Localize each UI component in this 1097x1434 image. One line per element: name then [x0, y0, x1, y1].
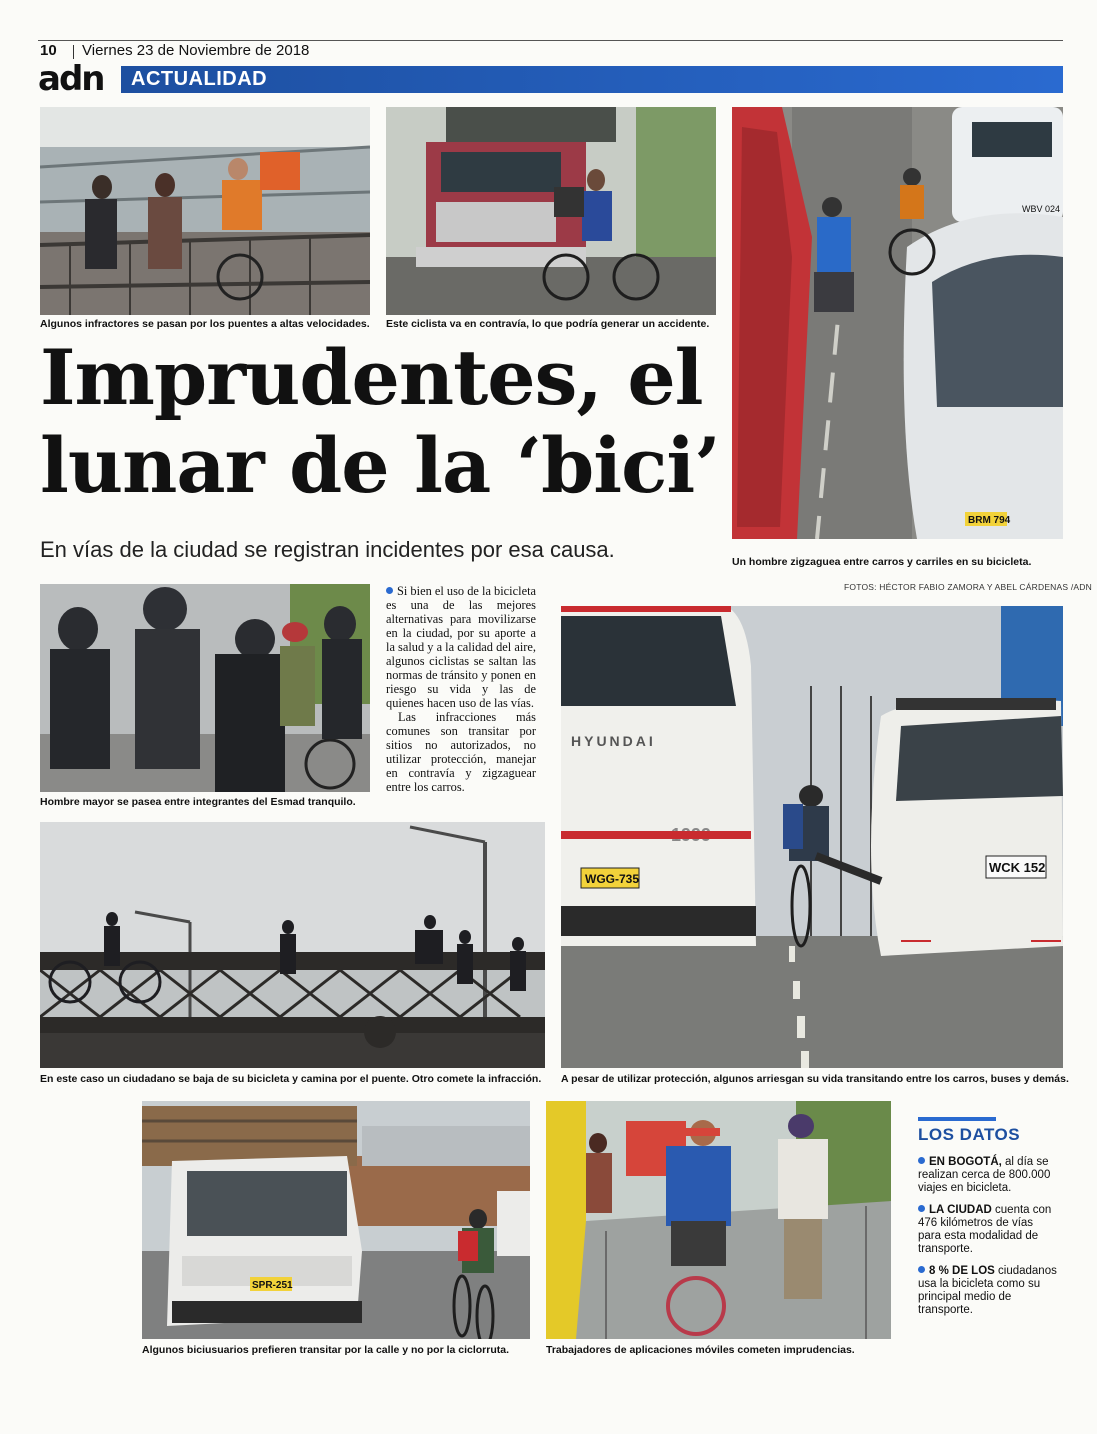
bullet-dot	[918, 1266, 925, 1273]
paragraph-1-text: Si bien el uso de la bicicleta es una de las mejores alternativas para movilizarse en la ciudad, por su aporte a la salud y a la calidad del aire, algunos ciclistas se saltan las normas de tránsito y ponen en riesgo su vida y las de quienes hacen uso de las vías.	[386, 584, 537, 710]
bullet-dot	[918, 1157, 925, 1164]
page-number: 10	[40, 42, 57, 59]
caption-photo-2: Este ciclista va en contravía, lo que podría generar un accidente.	[386, 318, 710, 330]
datos-accent-rule	[918, 1117, 996, 1121]
datos-item-lead: EN BOGOTÁ,	[929, 1156, 1002, 1168]
bus-brand-text: HYUNDAI	[571, 733, 656, 749]
photo-esmad-police	[40, 584, 370, 792]
caption-photo-1: Algunos infractores se pasan por los puentes a altas velocidades.	[40, 318, 370, 330]
headline	[40, 334, 730, 510]
plate-bus: WGG-735	[585, 872, 640, 886]
caption-photo-5: En este caso un ciudadano se baja de su bicicleta y camina por el puente. Otro comete la infracción.	[40, 1073, 542, 1085]
datos-list	[918, 1156, 1058, 1326]
photo-overhead-street	[732, 107, 1063, 539]
bullet-dot	[386, 587, 393, 594]
datos-item-text: ciudadanos usa la bicicleta como su principal medio de transporte.	[918, 1265, 1057, 1316]
caption-photo-8: Trabajadores de aplicaciones móviles cometen imprudencias.	[546, 1344, 855, 1356]
caption-photo-4: Hombre mayor se pasea entre integrantes del Esmad tranquilo.	[40, 796, 356, 808]
paragraph-1	[386, 584, 536, 710]
caption-photo-7: Algunos biciusuarios prefieren transitar por la calle y no por la ciclorruta.	[142, 1344, 510, 1356]
adn-logo: adn	[38, 59, 104, 99]
datos-item	[918, 1204, 1058, 1256]
subheadline: En vías de la ciudad se registran incidentes por esa causa.	[40, 537, 615, 562]
paragraph-2: Las infracciones más comunes son transitar por sitios no autorizados, no utilizar protección, manejar en contravía y zigzaguear entre los carros.	[386, 710, 536, 794]
bullet-dot	[918, 1205, 925, 1212]
datos-item-text: cuenta con 476 kilómetros de vías para esta modalidad de transporte.	[918, 1204, 1052, 1255]
plate-truck: SPR-251	[252, 1280, 293, 1291]
photo-credits: FOTOS: HÉCTOR FABIO ZAMORA Y ABEL CÁRDENAS /ADN	[844, 582, 1092, 592]
photo-bridge-pedestrians	[40, 107, 370, 315]
photo-truck-cyclist	[386, 107, 716, 315]
headline-line-1: Imprudentes, el	[40, 333, 703, 422]
photo-cyclist-between-vehicles	[561, 606, 1063, 1068]
caption-photo-3: Un hombre zigzaguea entre carros y carriles en su bicicleta.	[732, 556, 1032, 568]
datos-item-lead: LA CIUDAD	[929, 1204, 992, 1216]
photo-truck-street	[142, 1101, 530, 1339]
photo-delivery-workers	[546, 1101, 891, 1339]
svg-text:WBV 024: WBV 024	[1022, 204, 1061, 214]
datos-item	[918, 1265, 1058, 1317]
plate-toyota: BRM 794	[968, 515, 1011, 526]
section-title: ACTUALIDAD	[131, 68, 268, 90]
header-separator	[73, 45, 74, 59]
headline-line-2: lunar de la ‘bici’	[40, 421, 720, 510]
datos-item-lead: 8 % DE LOS	[929, 1265, 995, 1277]
header-rule	[38, 40, 1063, 41]
plate-van: WCK 152	[989, 860, 1046, 875]
datos-item-text: al día se realizan cerca de 800.000 viajes en bicicleta.	[918, 1156, 1051, 1194]
datos-title: LOS DATOS	[918, 1125, 1021, 1144]
datos-item	[918, 1156, 1058, 1195]
caption-photo-6: A pesar de utilizar protección, algunos arriesgan su vida transitando entre los carros, buses y demás.	[561, 1073, 1069, 1085]
article-body	[386, 584, 536, 794]
photo-bridge-silhouettes	[40, 822, 545, 1068]
section-bar	[121, 66, 1063, 93]
issue-date: Viernes 23 de Noviembre de 2018	[82, 42, 310, 59]
